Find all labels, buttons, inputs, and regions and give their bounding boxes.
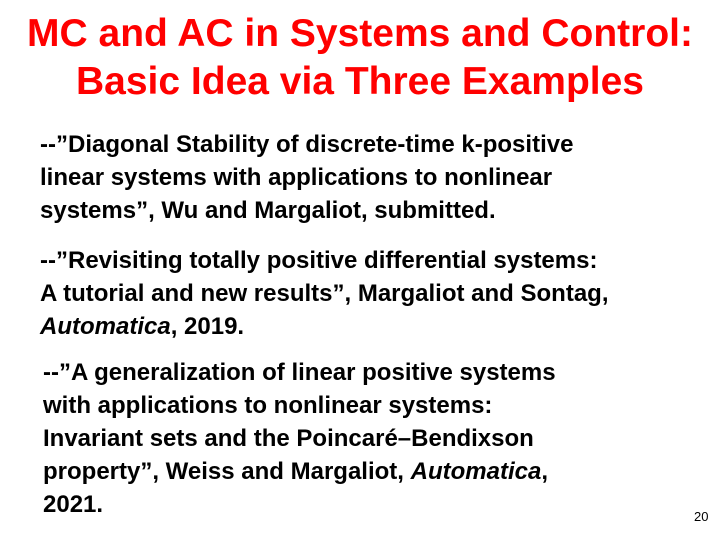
- reference-line: --”Revisiting totally positive differential systems:: [40, 247, 598, 274]
- journal-name: Automatica: [40, 313, 171, 340]
- reference-line: --”Diagonal Stability of discrete-time k-positive: [40, 131, 574, 158]
- slide-title: MC and AC in Systems and Control: Basic Idea via Three Examples: [27, 12, 693, 103]
- reference-year: , 2019.: [170, 313, 245, 340]
- reference-wu-margaliot: [40, 128, 573, 227]
- reference-line: A tutorial and new results”, Margaliot and Sontag,: [40, 280, 609, 307]
- reference-line: systems”, Wu and Margaliot, submitted.: [40, 197, 496, 224]
- reference-line: linear systems with applications to nonlinear: [40, 164, 553, 191]
- reference-line: Invariant sets and the Poincaré–Bendixson: [43, 425, 534, 452]
- reference-weiss-margaliot: [43, 356, 556, 521]
- journal-name: Automatica: [410, 458, 542, 485]
- reference-margaliot-sontag: [40, 244, 609, 343]
- page-number: 20: [694, 509, 709, 524]
- reference-punctuation: ,: [541, 458, 548, 485]
- reference-line: [40, 310, 609, 343]
- reference-authors: property”, Weiss and Margaliot,: [43, 458, 411, 485]
- reference-year: 2021.: [43, 491, 104, 518]
- reference-line: [43, 455, 556, 488]
- reference-line: with applications to nonlinear systems:: [43, 392, 493, 419]
- reference-line: --”A generalization of linear positive systems: [43, 359, 556, 386]
